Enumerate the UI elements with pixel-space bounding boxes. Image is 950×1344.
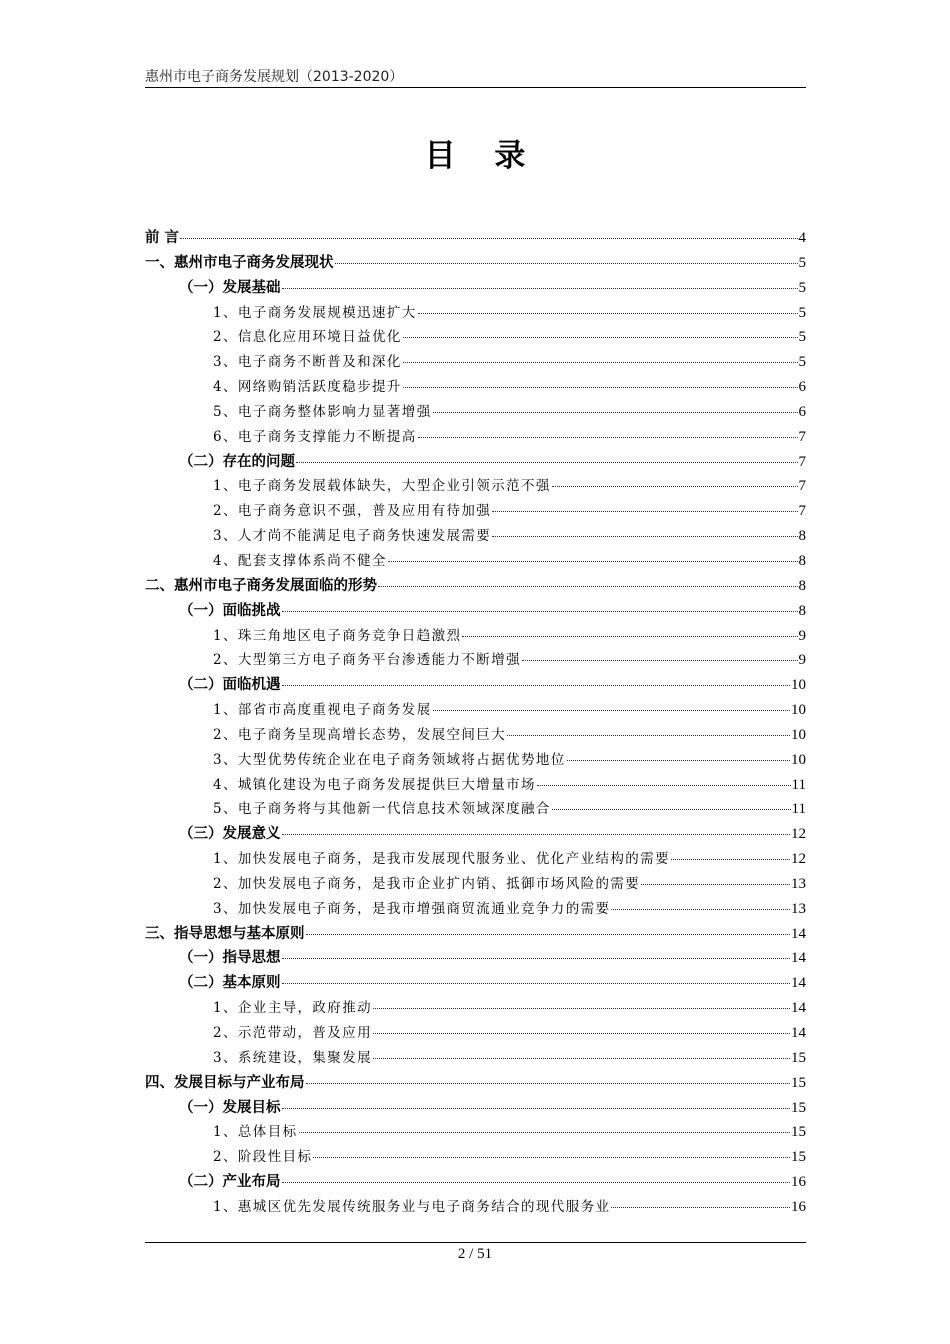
toc-entry[interactable] (145, 474, 806, 499)
dot-leader (306, 934, 791, 935)
toc-entry-label: 前 言 (145, 230, 180, 246)
toc-entry-label: 2、电子商务意识不强，普及应用有待加强 (213, 503, 492, 520)
dot-leader (282, 685, 791, 686)
toc-entry-page: 5 (798, 329, 806, 346)
toc-entry-label: 1、部省市高度重视电子商务发展 (213, 702, 432, 719)
toc-entry-label: 4、网络购销活跃度稳步提升 (213, 379, 402, 396)
dot-leader (313, 1157, 790, 1158)
toc-entry[interactable] (145, 847, 806, 872)
toc-entry[interactable] (145, 1096, 806, 1121)
toc-entry-page: 14 (791, 1000, 806, 1017)
dot-leader (296, 462, 798, 463)
toc-entry-label: 2、阶段性目标 (213, 1149, 313, 1166)
toc-entry-label: 1、企业主导，政府推动 (213, 1000, 372, 1017)
footer-divider (145, 1242, 806, 1243)
toc-entry[interactable] (145, 1021, 806, 1046)
table-of-contents (145, 226, 806, 1220)
toc-entry-label: 1、总体目标 (213, 1124, 298, 1141)
toc-entry[interactable] (145, 897, 806, 922)
dot-leader (373, 1058, 790, 1059)
toc-entry[interactable] (145, 648, 806, 673)
toc-entry-page: 9 (798, 627, 806, 644)
toc-entry[interactable] (145, 971, 806, 996)
dot-leader (282, 288, 798, 289)
toc-entry[interactable] (145, 251, 806, 276)
toc-entry-page: 10 (791, 751, 806, 768)
toc-entry-page: 11 (791, 776, 806, 793)
toc-entry-label: （二）存在的问题 (179, 453, 295, 470)
toc-entry-page: 5 (798, 254, 806, 271)
dot-leader (335, 263, 798, 264)
toc-entry-page: 5 (798, 279, 806, 296)
toc-entry-page: 15 (791, 1099, 806, 1116)
dot-leader (611, 1207, 790, 1208)
toc-entry-label: 2、电子商务呈现高增长态势，发展空间巨大 (213, 726, 507, 743)
toc-entry[interactable] (145, 822, 806, 847)
toc-entry-label: 1、珠三角地区电子商务竞争日趋激烈 (213, 627, 462, 644)
toc-entry-page: 13 (791, 875, 806, 892)
page-number: 2 / 51 (457, 1246, 493, 1262)
toc-entry-page: 14 (791, 1025, 806, 1041)
toc-entry-page: 8 (798, 552, 806, 569)
toc-entry-page: 15 (791, 1049, 806, 1066)
toc-entry-label: 1、加快发展电子商务，是我市发展现代服务业、优化产业结构的需要 (213, 851, 670, 868)
toc-entry-label: 2、示范带动，普及应用 (213, 1025, 372, 1041)
toc-entry[interactable] (145, 400, 806, 425)
toc-entry-page: 12 (791, 826, 806, 843)
dot-leader (537, 785, 791, 786)
dot-leader (671, 859, 790, 860)
toc-entry[interactable] (145, 499, 806, 524)
dot-leader (282, 983, 791, 984)
toc-entry-label: （二）面临机遇 (179, 677, 281, 694)
toc-entry-page: 6 (798, 403, 806, 420)
toc-entry[interactable] (145, 773, 806, 798)
toc-entry-page: 4 (798, 230, 806, 246)
dot-leader (492, 536, 797, 537)
toc-entry[interactable] (145, 350, 806, 375)
toc-entry-label: 3、人才尚不能满足电子商务快速发展需要 (213, 528, 492, 545)
toc-entry[interactable] (145, 872, 806, 897)
toc-entry-label: 4、配套支撑体系尚不健全 (213, 552, 387, 569)
toc-entry[interactable] (145, 226, 806, 251)
toc-entry-page: 8 (798, 528, 806, 545)
dot-leader (180, 238, 797, 239)
dot-leader (378, 586, 798, 587)
toc-entry[interactable] (145, 599, 806, 624)
dot-leader (282, 1182, 791, 1183)
dot-leader (282, 834, 791, 835)
dot-leader (282, 958, 791, 959)
toc-entry-label: 一、惠州市电子商务发展现状 (145, 254, 334, 271)
toc-entry-label: 5、电子商务整体影响力显著增强 (213, 403, 432, 420)
dot-leader (388, 561, 798, 562)
toc-entry-label: 三、指导思想与基本原则 (145, 925, 305, 942)
toc-entry-label: 1、电子商务发展规模迅速扩大 (213, 304, 417, 321)
toc-entry-label: 6、电子商务支撑能力不断提高 (213, 428, 417, 445)
toc-entry-label: （二）产业布局 (179, 1174, 281, 1191)
toc-entry[interactable] (145, 1071, 806, 1096)
dot-leader (282, 611, 798, 612)
toc-entry[interactable] (145, 748, 806, 773)
toc-entry-page: 7 (798, 478, 806, 495)
page-title: 目 录 (424, 138, 540, 174)
toc-entry-label: （二）基本原则 (179, 975, 281, 992)
dot-leader (611, 909, 790, 910)
toc-entry-page: 16 (791, 1174, 806, 1191)
toc-entry[interactable] (145, 524, 806, 549)
toc-entry[interactable] (145, 450, 806, 475)
toc-entry-page: 7 (798, 503, 806, 520)
dot-leader (492, 511, 797, 512)
toc-entry-label: 1、惠城区优先发展传统服务业与电子商务结合的现代服务业 (213, 1198, 611, 1215)
dot-leader (552, 809, 791, 810)
toc-entry-page: 10 (791, 702, 806, 719)
toc-entry-label: 3、加快发展电子商务，是我市增强商贸流通业竞争力的需要 (213, 900, 611, 917)
toc-entry-page: 12 (791, 851, 806, 868)
toc-entry-page: 8 (798, 577, 806, 594)
dot-leader (522, 660, 798, 661)
toc-entry[interactable] (145, 723, 806, 748)
dot-leader (462, 636, 797, 637)
toc-entry[interactable] (145, 946, 806, 971)
dot-leader (641, 884, 790, 885)
toc-entry[interactable] (145, 1120, 806, 1145)
toc-entry-page: 9 (798, 652, 806, 669)
toc-entry[interactable] (145, 375, 806, 400)
toc-entry-page: 13 (791, 900, 806, 917)
toc-entry[interactable] (145, 1145, 806, 1170)
toc-entry[interactable] (145, 673, 806, 698)
toc-entry-page: 8 (798, 602, 806, 619)
dot-leader (433, 710, 790, 711)
toc-entry-label: 4、城镇化建设为电子商务发展提供巨大增量市场 (213, 776, 536, 793)
toc-entry-page: 15 (791, 1149, 806, 1166)
toc-entry-label: 2、信息化应用环境日益优化 (213, 329, 402, 346)
dot-leader (507, 735, 790, 736)
toc-entry[interactable] (145, 1195, 806, 1220)
dot-leader (418, 437, 798, 438)
toc-entry-label: 5、电子商务将与其他新一代信息技术领域深度融合 (213, 801, 551, 818)
dot-leader (373, 1033, 790, 1034)
toc-entry-label: 2、大型第三方电子商务平台渗透能力不断增强 (213, 652, 521, 669)
toc-entry-page: 5 (798, 354, 806, 371)
toc-entry[interactable] (145, 301, 806, 326)
toc-entry-page: 14 (791, 950, 806, 967)
toc-entry-page: 11 (791, 801, 806, 818)
toc-entry-page: 15 (791, 1124, 806, 1141)
toc-entry[interactable] (145, 325, 806, 350)
toc-entry-page: 14 (791, 975, 806, 992)
toc-entry-label: （一）面临挑战 (179, 602, 281, 619)
toc-entry-label: 1、电子商务发展载体缺失，大型企业引领示范不强 (213, 478, 551, 495)
toc-entry-page: 7 (798, 428, 806, 445)
dot-leader (282, 1108, 791, 1109)
toc-entry-page: 10 (791, 677, 806, 694)
toc-entry-page: 14 (791, 925, 806, 942)
header-divider (145, 87, 806, 88)
toc-entry[interactable] (145, 698, 806, 723)
toc-entry[interactable] (145, 1170, 806, 1195)
toc-entry[interactable] (145, 1046, 806, 1071)
dot-leader (403, 387, 798, 388)
toc-entry[interactable] (145, 624, 806, 649)
toc-entry[interactable] (145, 574, 806, 599)
toc-entry-label: （三）发展意义 (179, 826, 281, 843)
toc-entry-label: （一）发展基础 (179, 279, 281, 296)
dot-leader (403, 337, 798, 338)
toc-entry[interactable] (145, 922, 806, 947)
dot-leader (418, 313, 798, 314)
dot-leader (373, 1008, 790, 1009)
dot-leader (306, 1083, 791, 1084)
toc-entry-label: 3、大型优势传统企业在电子商务领域将占据优势地位 (213, 751, 566, 768)
toc-entry[interactable] (145, 996, 806, 1021)
dot-leader (299, 1132, 791, 1133)
toc-entry-page: 10 (791, 726, 806, 743)
toc-entry[interactable] (145, 276, 806, 301)
toc-entry-page: 15 (791, 1074, 806, 1091)
toc-entry-label: 2、加快发展电子商务，是我市企业扩内销、抵御市场风险的需要 (213, 875, 641, 892)
toc-entry-page: 6 (798, 379, 806, 396)
dot-leader (403, 362, 798, 363)
dot-leader (552, 486, 798, 487)
toc-entry-page: 16 (791, 1198, 806, 1215)
toc-entry-page: 5 (798, 304, 806, 321)
dot-leader (567, 760, 790, 761)
toc-entry[interactable] (145, 425, 806, 450)
toc-entry-label: 3、系统建设，集聚发展 (213, 1049, 372, 1066)
toc-entry-label: （一）指导思想 (179, 950, 281, 967)
dot-leader (433, 412, 798, 413)
toc-entry-label: 3、电子商务不断普及和深化 (213, 354, 402, 371)
toc-entry-page: 7 (798, 453, 806, 470)
toc-entry-label: 二、惠州市电子商务发展面临的形势 (145, 577, 377, 594)
toc-entry-label: 四、发展目标与产业布局 (145, 1074, 305, 1091)
toc-entry[interactable] (145, 549, 806, 574)
running-header: 惠州市电子商务发展规划（2013-2020） (145, 69, 404, 85)
toc-entry[interactable] (145, 797, 806, 822)
toc-entry-label: （一）发展目标 (179, 1099, 281, 1116)
